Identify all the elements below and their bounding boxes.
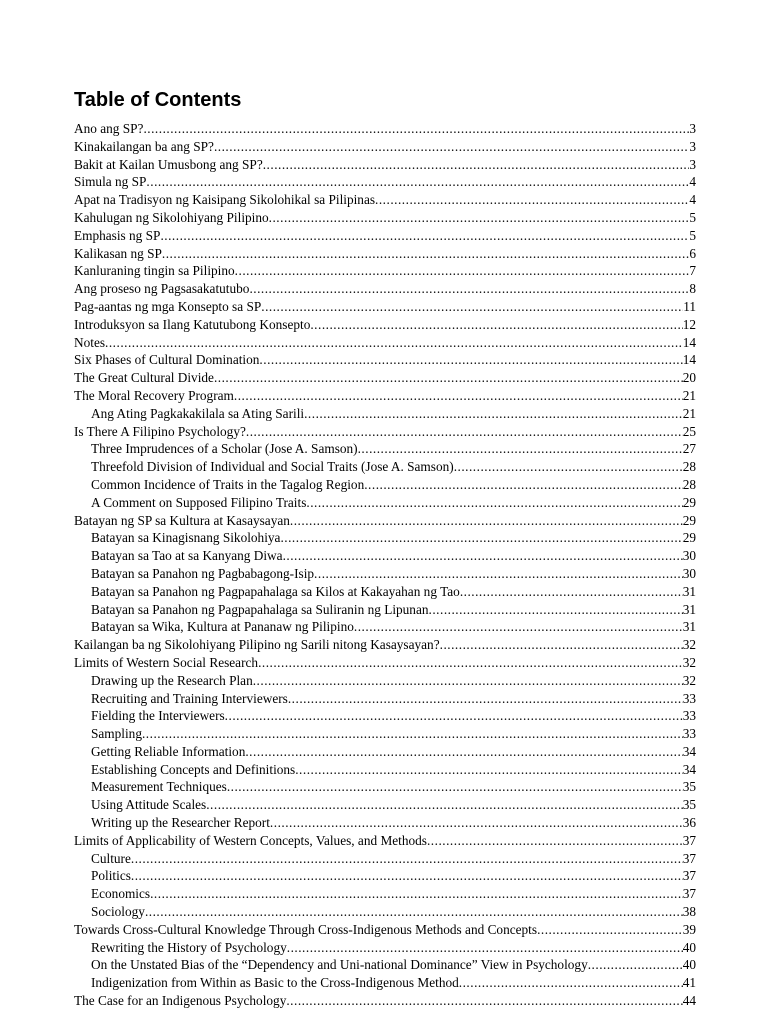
toc-dot-leader bbox=[375, 191, 689, 209]
toc-entry[interactable] bbox=[74, 636, 696, 654]
toc-entry-title: Batayan sa Wika, Kultura at Pananaw ng Pilipino bbox=[91, 619, 354, 635]
toc-page-number: 33 bbox=[682, 708, 696, 724]
toc-entry[interactable] bbox=[74, 796, 696, 814]
toc-dot-leader bbox=[235, 262, 690, 280]
toc-dot-leader bbox=[283, 547, 683, 565]
toc-page-number: 30 bbox=[682, 565, 696, 581]
toc-page-number: 33 bbox=[682, 726, 696, 742]
toc-entry-title: The Case for an Indigenous Psychology bbox=[74, 993, 287, 1009]
toc-entry-title: Sociology bbox=[91, 904, 145, 920]
toc-entry[interactable] bbox=[74, 494, 696, 512]
toc-entry-title: Batayan sa Panahon ng Pagpapahalaga sa Kilos at Kakayahan ng Tao bbox=[91, 583, 460, 599]
toc-entry-title: Limits of Western Social Research bbox=[74, 654, 259, 670]
toc-dot-leader bbox=[364, 476, 682, 494]
toc-dot-leader bbox=[280, 529, 682, 547]
toc-dot-leader bbox=[440, 636, 683, 654]
toc-entry[interactable] bbox=[74, 725, 696, 743]
toc-dot-leader bbox=[295, 761, 682, 779]
toc-entry[interactable] bbox=[74, 867, 696, 885]
toc-entry[interactable] bbox=[74, 458, 696, 476]
toc-entry[interactable] bbox=[74, 778, 696, 796]
toc-dot-leader bbox=[142, 725, 683, 743]
toc-page-number: 33 bbox=[682, 690, 696, 706]
toc-page-number: 28 bbox=[682, 476, 696, 492]
toc-entry[interactable] bbox=[74, 120, 696, 138]
toc-entry[interactable] bbox=[74, 583, 696, 601]
page-title: Table of Contents bbox=[74, 89, 242, 111]
toc-entry-title: Ang Ating Pagkakakilala sa Ating Sarili bbox=[91, 405, 305, 421]
toc-entry[interactable] bbox=[74, 903, 696, 921]
toc-entry[interactable] bbox=[74, 832, 696, 850]
toc-page-number: 29 bbox=[682, 494, 696, 510]
toc-entry[interactable] bbox=[74, 191, 696, 209]
toc-entry[interactable] bbox=[74, 262, 696, 280]
toc-entry-title: Kinakailangan ba ang SP? bbox=[74, 138, 214, 154]
toc-page-number: 14 bbox=[682, 334, 696, 350]
toc-entry-title: Kahulugan ng Sikolohiyang Pilipino bbox=[74, 209, 269, 225]
toc-entry[interactable] bbox=[74, 672, 696, 690]
toc-page-number: 38 bbox=[682, 904, 696, 920]
toc-dot-leader bbox=[259, 351, 682, 369]
toc-dot-leader bbox=[288, 690, 683, 708]
toc-entry-title: Recruiting and Training Interviewers bbox=[91, 690, 288, 706]
toc-page-number: 30 bbox=[682, 548, 696, 564]
toc-page-number: 29 bbox=[682, 530, 696, 546]
toc-dot-leader bbox=[427, 832, 683, 850]
toc-dot-leader bbox=[304, 405, 683, 423]
toc-entry-title: Ang proseso ng Pagsasakatutubo bbox=[74, 281, 250, 297]
toc-entry[interactable] bbox=[74, 814, 696, 832]
toc-entry[interactable] bbox=[74, 761, 696, 779]
toc-page-number: 37 bbox=[682, 886, 696, 902]
toc-entry[interactable] bbox=[74, 512, 696, 530]
toc-dot-leader bbox=[131, 867, 683, 885]
toc-dot-leader bbox=[246, 423, 683, 441]
toc-entry-title: Sampling bbox=[91, 726, 142, 742]
toc-dot-leader bbox=[269, 209, 690, 227]
toc-entry[interactable] bbox=[74, 618, 696, 636]
toc-entry-title: Politics bbox=[91, 868, 131, 884]
toc-page-number: 37 bbox=[682, 850, 696, 866]
toc-entry-title: Is There A Filipino Psychology? bbox=[74, 423, 246, 439]
toc-dot-leader bbox=[227, 778, 683, 796]
toc-entry-title: Apat na Tradisyon ng Kaisipang Sikolohikal sa Pilipinas bbox=[74, 192, 376, 208]
toc-entry-title: On the Unstated Bias of the “Dependency and Uni-national Dominance” View in Psychology bbox=[91, 957, 588, 973]
toc-entry[interactable] bbox=[74, 707, 696, 725]
toc-entry-title: Kailangan ba ng Sikolohiyang Pilipino ng Sarili nitong Kasaysayan? bbox=[74, 637, 440, 653]
toc-dot-leader bbox=[105, 334, 683, 352]
toc-page-number: 4 bbox=[689, 174, 696, 190]
toc-entry-title: Notes bbox=[74, 334, 106, 350]
toc-entry-title: Common Incidence of Traits in the Tagalog Region bbox=[91, 476, 365, 492]
toc-entry[interactable] bbox=[74, 334, 696, 352]
toc-page-number: 14 bbox=[682, 352, 696, 368]
toc-dot-leader bbox=[306, 494, 682, 512]
toc-dot-leader bbox=[290, 512, 683, 530]
toc-entry-title: Culture bbox=[91, 850, 131, 866]
toc-entry[interactable] bbox=[74, 565, 696, 583]
toc-dot-leader bbox=[354, 618, 683, 636]
toc-entry[interactable] bbox=[74, 423, 696, 441]
toc-dot-leader bbox=[588, 956, 683, 974]
toc-page-number: 32 bbox=[682, 637, 696, 653]
toc-dot-leader bbox=[225, 707, 683, 725]
toc-entry[interactable] bbox=[74, 405, 696, 423]
toc-entry-title: Threefold Division of Individual and Social Traits (Jose A. Samson) bbox=[91, 459, 454, 475]
toc-entry[interactable] bbox=[74, 956, 696, 974]
toc-dot-leader bbox=[145, 903, 683, 921]
toc-page-number: 5 bbox=[689, 227, 696, 243]
toc-page-number: 39 bbox=[682, 921, 696, 937]
toc-entry[interactable] bbox=[74, 939, 696, 957]
toc-page-number: 35 bbox=[682, 797, 696, 813]
toc-dot-leader bbox=[454, 458, 683, 476]
toc-entry[interactable] bbox=[74, 654, 696, 672]
toc-entry[interactable] bbox=[74, 280, 696, 298]
toc-page-number: 6 bbox=[689, 245, 696, 261]
toc-dot-leader bbox=[270, 814, 683, 832]
toc-page-number: 41 bbox=[682, 975, 696, 991]
toc-dot-leader bbox=[537, 921, 683, 939]
toc-dot-leader bbox=[245, 743, 682, 761]
toc-page-number: 27 bbox=[682, 441, 696, 457]
toc-page-number: 28 bbox=[682, 459, 696, 475]
toc-dot-leader bbox=[214, 138, 689, 156]
toc-dot-leader bbox=[287, 939, 683, 957]
toc-dot-leader bbox=[160, 227, 689, 245]
toc-entry-title: Writing up the Researcher Report bbox=[91, 815, 270, 831]
toc-entry-title: Towards Cross-Cultural Knowledge Through Cross-Indigenous Methods and Concepts bbox=[74, 921, 538, 937]
toc-entry-title: Simula ng SP bbox=[74, 174, 147, 190]
toc-entry-title: Indigenization from Within as Basic to the Cross-Indigenous Method bbox=[91, 975, 459, 991]
toc-page-number: 35 bbox=[682, 779, 696, 795]
toc-entry[interactable] bbox=[74, 351, 696, 369]
toc-entry-title: Batayan sa Panahon ng Pagbabagong-Isip bbox=[91, 565, 315, 581]
toc-entry[interactable] bbox=[74, 992, 696, 1010]
toc-dot-leader bbox=[249, 280, 689, 298]
toc-page-number: 37 bbox=[682, 868, 696, 884]
toc-page-number: 37 bbox=[682, 832, 696, 848]
toc-dot-leader bbox=[162, 245, 689, 263]
toc-page-number: 3 bbox=[689, 156, 696, 172]
toc-entry[interactable] bbox=[74, 601, 696, 619]
toc-entry-title: Batayan sa Kinagisnang Sikolohiya bbox=[91, 530, 281, 546]
toc-entry-title: Limits of Applicability of Western Concepts, Values, and Methods bbox=[74, 832, 427, 848]
toc-entry-title: Fielding the Interviewers bbox=[91, 708, 225, 724]
toc-entry-title: The Moral Recovery Program bbox=[74, 387, 234, 403]
toc-page-number: 29 bbox=[682, 512, 696, 528]
toc-entry[interactable] bbox=[74, 850, 696, 868]
toc-page-number: 31 bbox=[682, 601, 696, 617]
toc-page-number: 32 bbox=[682, 672, 696, 688]
toc-dot-leader bbox=[146, 173, 689, 191]
toc-dot-leader bbox=[310, 316, 682, 334]
toc-entry-title: Three Imprudences of a Scholar (Jose A. Samson) bbox=[91, 441, 358, 457]
toc-list bbox=[74, 120, 696, 1010]
toc-dot-leader bbox=[131, 850, 683, 868]
toc-entry[interactable] bbox=[74, 156, 696, 174]
toc-entry-title: Batayan sa Panahon ng Pagpapahalaga sa Suliranin ng Lipunan bbox=[91, 601, 429, 617]
toc-dot-leader bbox=[150, 885, 683, 903]
toc-entry-title: Rewriting the History of Psychology bbox=[91, 939, 287, 955]
toc-dot-leader bbox=[459, 974, 683, 992]
toc-entry[interactable] bbox=[74, 529, 696, 547]
toc-entry[interactable] bbox=[74, 921, 696, 939]
toc-dot-leader bbox=[460, 583, 683, 601]
toc-dot-leader bbox=[143, 120, 689, 138]
toc-entry[interactable] bbox=[74, 298, 696, 316]
toc-entry[interactable] bbox=[74, 476, 696, 494]
toc-page-number: 12 bbox=[682, 316, 696, 332]
toc-page-number: 25 bbox=[682, 423, 696, 439]
toc-page-number: 34 bbox=[682, 743, 696, 759]
toc-entry-title: Economics bbox=[91, 886, 151, 902]
toc-entry[interactable] bbox=[74, 316, 696, 334]
toc-entry-title: Batayan ng SP sa Kultura at Kasaysayan bbox=[74, 512, 290, 528]
toc-page-number: 32 bbox=[682, 654, 696, 670]
toc-entry[interactable] bbox=[74, 138, 696, 156]
toc-entry[interactable] bbox=[74, 885, 696, 903]
toc-page-number: 31 bbox=[682, 583, 696, 599]
toc-page-number: 7 bbox=[689, 263, 696, 279]
toc-entry[interactable] bbox=[74, 743, 696, 761]
toc-page-number: 3 bbox=[689, 121, 696, 136]
toc-entry-title: Pag-aantas ng mga Konsepto sa SP bbox=[74, 298, 262, 314]
toc-dot-leader bbox=[358, 440, 683, 458]
toc-page-number: 21 bbox=[682, 387, 696, 403]
toc-dot-leader bbox=[234, 387, 683, 405]
toc-page-number: 34 bbox=[682, 761, 696, 777]
toc-entry[interactable] bbox=[74, 690, 696, 708]
toc-entry-title: Using Attitude Scales bbox=[91, 797, 207, 813]
toc-entry[interactable] bbox=[74, 245, 696, 263]
toc-page-number: 4 bbox=[689, 192, 696, 208]
toc-entry-title: Introduksyon sa Ilang Katutubong Konsepto bbox=[74, 316, 311, 332]
toc-entry[interactable] bbox=[74, 369, 696, 387]
toc-entry-title: A Comment on Supposed Filipino Traits bbox=[91, 494, 307, 510]
toc-page-number: 44 bbox=[682, 993, 696, 1009]
toc-page-number: 11 bbox=[683, 298, 696, 314]
toc-entry-title: Kalikasan ng SP bbox=[74, 245, 162, 261]
toc-dot-leader bbox=[258, 654, 683, 672]
toc-entry-title: Getting Reliable Information bbox=[91, 743, 246, 759]
toc-page-number: 5 bbox=[689, 209, 696, 225]
toc-entry[interactable] bbox=[74, 227, 696, 245]
toc-page-number: 3 bbox=[689, 138, 696, 154]
toc-entry-title: Measurement Techniques bbox=[91, 779, 227, 795]
toc-entry[interactable] bbox=[74, 547, 696, 565]
toc-dot-leader bbox=[286, 992, 682, 1010]
toc-dot-leader bbox=[206, 796, 682, 814]
toc-entry-title: Emphasis ng SP bbox=[74, 227, 161, 243]
toc-entry-title: Batayan sa Tao at sa Kanyang Diwa bbox=[91, 548, 283, 564]
toc-page-number: 20 bbox=[682, 370, 696, 386]
toc-entry-title: Bakit at Kailan Umusbong ang SP? bbox=[74, 156, 263, 172]
toc-entry-title: Establishing Concepts and Definitions bbox=[91, 761, 296, 777]
toc-page-number: 31 bbox=[682, 619, 696, 635]
toc-entry-title: Ano ang SP? bbox=[74, 121, 144, 136]
toc-dot-leader bbox=[214, 369, 683, 387]
toc-dot-leader bbox=[253, 672, 683, 690]
toc-entry[interactable] bbox=[74, 387, 696, 405]
toc-dot-leader bbox=[314, 565, 683, 583]
toc-entry[interactable] bbox=[74, 974, 696, 992]
toc-dot-leader bbox=[261, 298, 683, 316]
toc-page-number: 8 bbox=[689, 281, 696, 297]
toc-entry[interactable] bbox=[74, 440, 696, 458]
toc-dot-leader bbox=[263, 156, 690, 174]
toc-entry-title: Kanluraning tingin sa Pilipino bbox=[74, 263, 235, 279]
toc-entry[interactable] bbox=[74, 209, 696, 227]
toc-entry-title: Six Phases of Cultural Domination bbox=[74, 352, 260, 368]
toc-entry-title: Drawing up the Research Plan bbox=[91, 672, 253, 688]
toc-page-number: 36 bbox=[682, 815, 696, 831]
toc-page-number: 21 bbox=[682, 405, 696, 421]
toc-entry[interactable] bbox=[74, 173, 696, 191]
toc-dot-leader bbox=[429, 601, 683, 619]
toc-entry-title: The Great Cultural Divide bbox=[74, 370, 214, 386]
toc-page-number: 40 bbox=[682, 939, 696, 955]
toc-page-number: 40 bbox=[682, 957, 696, 973]
